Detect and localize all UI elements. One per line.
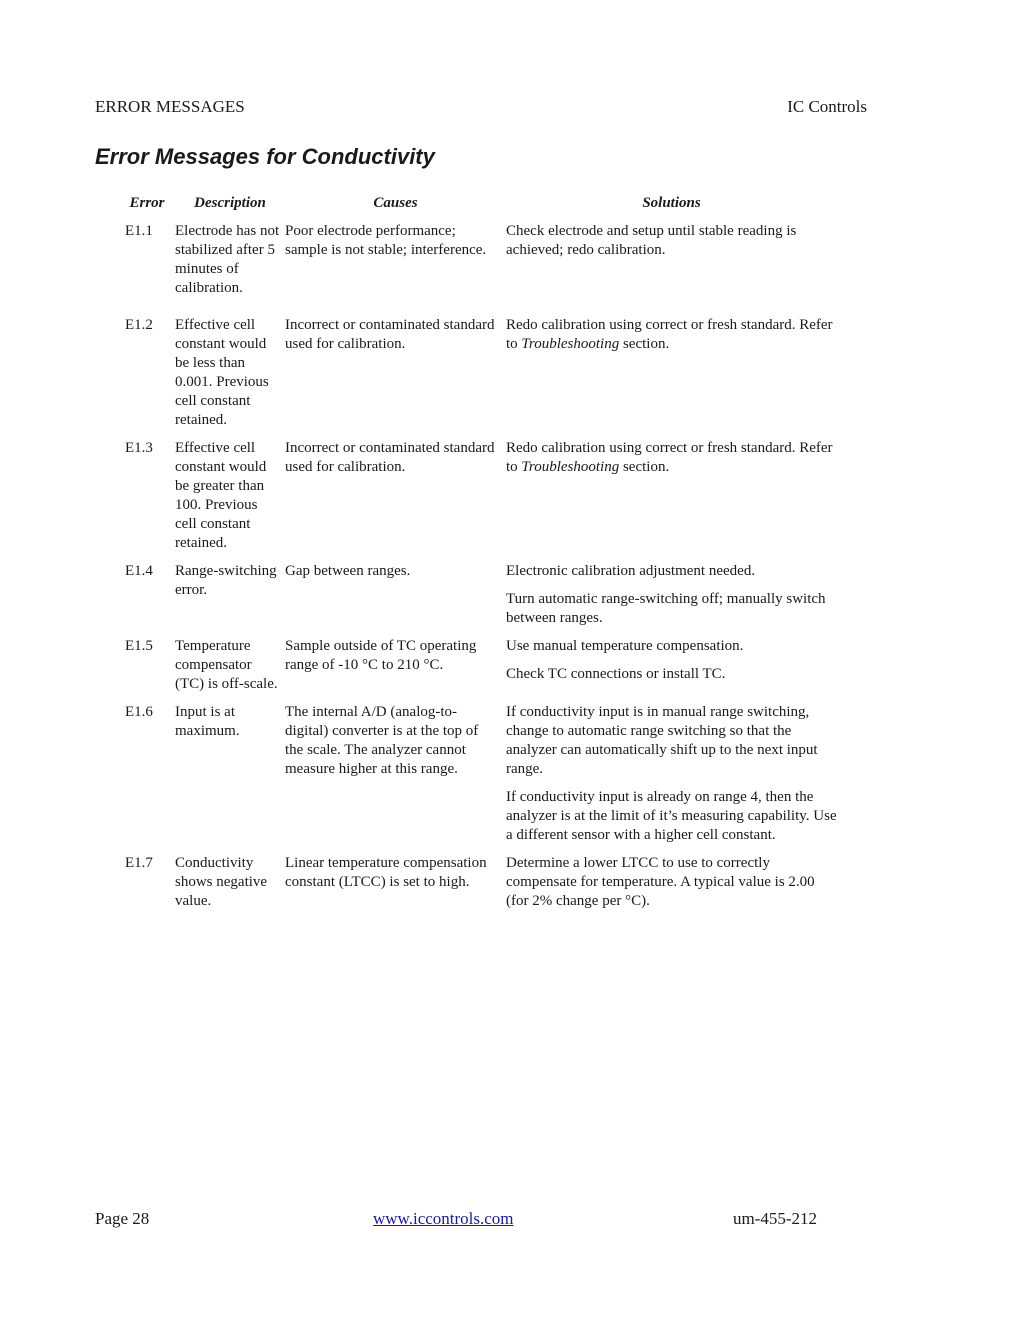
document-id: um-455-212: [732, 1209, 817, 1228]
error-messages-table: [119, 194, 837, 920]
solution-paragraph: [506, 316, 837, 354]
solution-text: If conductivity input is already on range 4, then the analyzer is at the limit of it’s measuring capability. Use a different sensor with a higher cell constant.: [506, 789, 837, 843]
column-header-solutions: Solutions: [642, 195, 701, 211]
solution-paragraph: [506, 665, 837, 684]
error-code: E1.5: [125, 638, 153, 654]
error-solutions: [506, 703, 837, 854]
solution-text: Electronic calibration adjustment needed.: [506, 563, 756, 579]
running-header: [95, 96, 867, 118]
solution-text: Check TC connections or install TC.: [506, 666, 726, 682]
solution-text-tail: section.: [619, 336, 670, 352]
error-code: E1.2: [125, 317, 153, 333]
page-footer: [95, 1208, 817, 1230]
solution-text: Determine a lower LTCC to use to correctly compensate for temperature. A typical value is 2.00 (for 2% change per °C).: [506, 855, 815, 909]
header-section-name: ERROR MESSAGES: [95, 97, 245, 116]
solution-paragraph: [506, 439, 837, 477]
solution-text: Check electrode and setup until stable reading is achieved; redo calibration.: [506, 223, 797, 258]
solution-text-tail: section.: [619, 459, 670, 475]
page-number: Page 28: [95, 1209, 150, 1228]
table-header-row: [119, 194, 837, 222]
table-row: [119, 562, 837, 637]
website-link[interactable]: www.iccontrols.com: [373, 1209, 514, 1228]
error-description: Range-switching error.: [175, 563, 277, 598]
error-description: Effective cell constant would be less than 0.001. Previous cell constant retained.: [175, 317, 269, 428]
error-solutions: [506, 854, 837, 920]
error-code: E1.7: [125, 855, 153, 871]
solution-paragraph: [506, 854, 837, 911]
solution-paragraph: [506, 590, 837, 628]
section-title: Error Messages for Conductivity: [95, 144, 435, 169]
error-solutions: [506, 316, 837, 439]
error-code: E1.1: [125, 223, 153, 239]
error-description: Input is at maximum.: [175, 704, 240, 739]
column-header-description: Description: [194, 195, 266, 211]
error-solutions: [506, 439, 837, 562]
error-code: E1.4: [125, 563, 153, 579]
error-description: Temperature compensator (TC) is off-scale.: [175, 638, 278, 692]
error-cause: Gap between ranges.: [285, 563, 411, 579]
error-description: Conductivity shows negative value.: [175, 855, 268, 909]
solution-text: Turn automatic range-switching off; manually switch between ranges.: [506, 591, 826, 626]
header-company-name: IC Controls: [787, 97, 867, 116]
error-cause: Poor electrode performance; sample is not stable; interference.: [285, 223, 487, 258]
solution-text: Redo calibration using correct or fresh standard. Refer to: [506, 317, 833, 352]
error-rows: [119, 222, 837, 920]
error-cause: Incorrect or contaminated standard used for calibration.: [285, 317, 495, 352]
table-row: [119, 854, 837, 920]
solution-reference: Troubleshooting: [521, 336, 620, 352]
error-code: E1.3: [125, 440, 153, 456]
error-cause: Incorrect or contaminated standard used for calibration.: [285, 440, 495, 475]
solution-paragraph: [506, 788, 837, 845]
error-code: E1.6: [125, 704, 153, 720]
table-row: [119, 439, 837, 562]
solution-paragraph: [506, 637, 837, 656]
error-solutions: [506, 562, 837, 637]
error-description: Electrode has not stabilized after 5 minutes of calibration.: [175, 223, 280, 296]
table-row: [119, 637, 837, 703]
solution-text: If conductivity input is in manual range switching, change to automatic range switching so that the analyzer can automatically shift up to the next input range.: [506, 704, 818, 777]
column-header-causes: Causes: [373, 195, 418, 211]
table-row: [119, 703, 837, 854]
solution-paragraph: [506, 562, 837, 581]
table-row: [119, 316, 837, 439]
error-cause: Linear temperature compensation constant (LTCC) is set to high.: [285, 855, 487, 890]
solution-text: Use manual temperature compensation.: [506, 638, 744, 654]
error-cause: The internal A/D (analog-to-digital) converter is at the top of the scale. The analyzer cannot measure higher at this range.: [285, 704, 479, 777]
solution-text: Redo calibration using correct or fresh standard. Refer to: [506, 440, 833, 475]
solution-paragraph: [506, 703, 837, 779]
table-row: [119, 222, 837, 316]
solution-paragraph: [506, 222, 837, 260]
solution-reference: Troubleshooting: [521, 459, 620, 475]
column-header-error: Error: [129, 195, 165, 211]
error-solutions: [506, 222, 837, 316]
error-cause: Sample outside of TC operating range of -10 °C to 210 °C.: [285, 638, 477, 673]
error-solutions: [506, 637, 837, 703]
error-description: Effective cell constant would be greater than 100. Previous cell constant retained.: [175, 440, 267, 551]
